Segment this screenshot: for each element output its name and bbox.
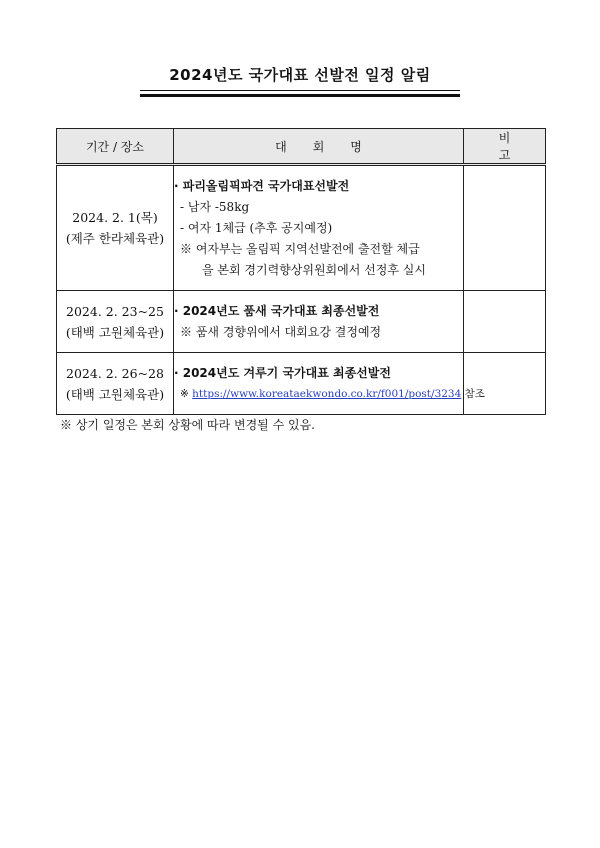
date-place-cell — [57, 165, 174, 291]
event-date: 2024. 2. 23~25 — [66, 303, 164, 319]
event-cell — [174, 353, 485, 415]
reference-link[interactable]: https://www.koreataekwondo.co.kr/f001/post/3234 — [192, 387, 462, 400]
event-date: 2024. 2. 1(목) — [72, 210, 158, 225]
event-detail-line: - 여자 1체급 (추후 공지예정) — [180, 220, 333, 235]
reference-suffix: 참조 — [464, 387, 485, 400]
header-event: 대회명 — [174, 129, 464, 165]
event-cell — [174, 291, 464, 353]
document-title: 2024년도 국가대표 선발전 일정 알림 — [169, 66, 431, 84]
reference-mark: ※ — [180, 387, 189, 400]
date-place-cell — [57, 291, 174, 353]
event-reference — [174, 384, 485, 405]
event-note: ※ 여자부는 올림픽 지역선발전에 출전할 체급 — [180, 241, 420, 256]
table-header-row — [57, 129, 546, 165]
event-title: · 2024년도 겨루기 국가대표 최종선발전 — [174, 365, 391, 380]
event-title: · 2024년도 품새 국가대표 최종선발전 — [174, 303, 380, 318]
event-note-continued: 을 본회 경기력향상위원회에서 선정후 실시 — [202, 262, 426, 277]
remark-cell — [464, 165, 546, 291]
title-underline-thin — [140, 90, 460, 91]
event-place: (제주 한라체육관) — [65, 231, 165, 246]
remark-cell — [464, 353, 546, 415]
header-date-place: 기간 / 장소 — [57, 129, 174, 165]
remark-cell — [464, 291, 546, 353]
event-cell — [174, 165, 464, 291]
table-row — [57, 291, 546, 353]
event-place: (태백 고원체육관) — [65, 386, 165, 402]
table-row — [57, 353, 546, 415]
schedule-table — [56, 128, 546, 415]
event-date: 2024. 2. 26~28 — [66, 365, 164, 381]
table-row — [57, 165, 546, 291]
title-underline-thick — [140, 94, 460, 97]
event-detail-line: - 남자 -58kg — [180, 199, 250, 214]
header-note: 비고 — [464, 129, 546, 165]
event-note: ※ 품새 경향위에서 대회요강 결정예정 — [180, 324, 382, 339]
event-title: · 파리올림픽파견 국가대표선발전 — [174, 178, 350, 193]
event-place: (태백 고원체육관) — [65, 324, 165, 340]
footnote: ※ 상기 일정은 본회 상황에 따라 변경될 수 있음. — [60, 418, 315, 432]
date-place-cell — [57, 353, 174, 415]
